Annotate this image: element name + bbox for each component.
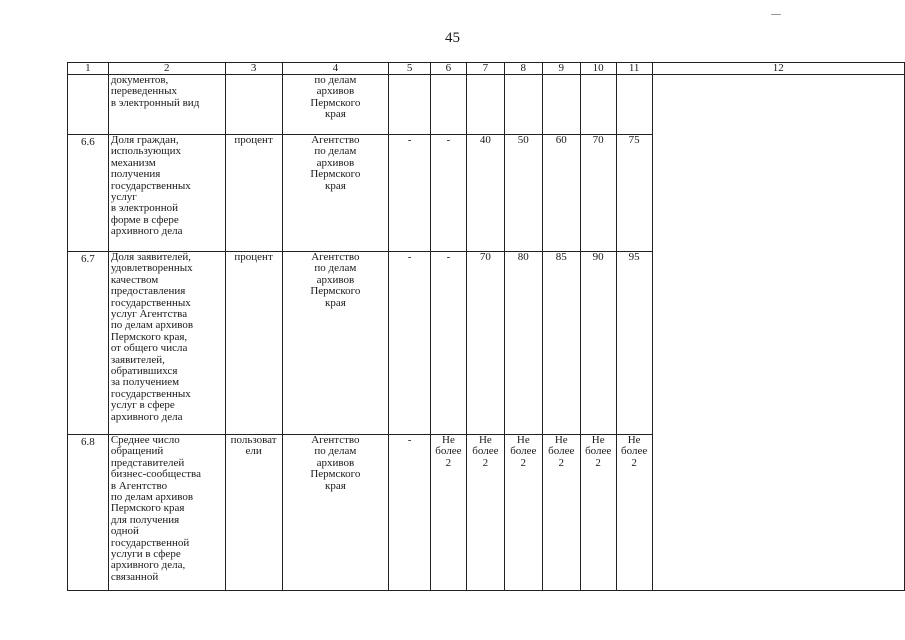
- col-header-7: 7: [466, 63, 504, 75]
- value-col-6: -: [430, 135, 466, 252]
- agency: Агентство по делам архивов Пермского края: [310, 251, 361, 309]
- value-col-7: Не более 2: [472, 434, 499, 469]
- table-row: [68, 252, 905, 435]
- agency: Агентство по делам архивов Пермского края: [310, 434, 361, 492]
- unit: процент: [234, 251, 273, 263]
- value-col-8: [504, 75, 542, 135]
- table-row: [68, 135, 905, 252]
- value-col-6: Не более 2: [435, 434, 462, 469]
- value-col-11: 75: [616, 135, 652, 252]
- agency: Агентство по делам архивов Пермского края: [310, 134, 361, 192]
- table-row: [68, 75, 905, 135]
- col-header-11: 11: [616, 63, 652, 75]
- row-number: 6.7: [68, 252, 109, 435]
- notes-cell: [652, 75, 904, 135]
- col-header-10: 10: [580, 63, 616, 75]
- indicators-table: [67, 62, 905, 591]
- value-col-10: [580, 75, 616, 135]
- indicator-name: Доля граждан, использующих механизм получения государственных услуг в электронной форме в сфере архивного дела: [110, 134, 191, 238]
- value-col-5: -: [389, 135, 431, 252]
- value-col-11: [616, 75, 652, 135]
- value-col-9: 85: [542, 252, 580, 435]
- value-col-5: -: [389, 252, 431, 435]
- col-header-5: 5: [389, 63, 431, 75]
- value-col-9: [542, 75, 580, 135]
- notes-cell: [652, 135, 904, 252]
- col-header-2: 2: [108, 63, 225, 75]
- value-col-7: [466, 75, 504, 135]
- unit: процент: [234, 134, 273, 146]
- value-col-6: [430, 75, 466, 135]
- col-header-6: 6: [430, 63, 466, 75]
- value-col-7: 70: [466, 252, 504, 435]
- value-col-8: Не более 2: [510, 434, 537, 469]
- col-header-9: 9: [542, 63, 580, 75]
- value-col-7: 40: [466, 135, 504, 252]
- page-number: 45: [445, 30, 460, 46]
- scan-corner-mark: [771, 14, 781, 21]
- value-col-6: -: [430, 252, 466, 435]
- row-number: 6.8: [68, 435, 109, 591]
- value-col-9: Не более 2: [548, 434, 575, 469]
- value-col-8: 80: [504, 252, 542, 435]
- row-number: 6.6: [68, 135, 109, 252]
- col-header-4: 4: [282, 63, 389, 75]
- value-col-8: 50: [504, 135, 542, 252]
- table-row: [68, 435, 905, 591]
- col-header-3: 3: [225, 63, 282, 75]
- row-number: [68, 75, 109, 135]
- col-header-1: 1: [68, 63, 109, 75]
- value-col-5: [389, 75, 431, 135]
- indicator-name: документов, переведенных в электронный вид: [110, 74, 200, 109]
- col-header-8: 8: [504, 63, 542, 75]
- value-col-11: Не более 2: [621, 434, 648, 469]
- value-col-10: 70: [580, 135, 616, 252]
- value-col-5: -: [407, 434, 412, 446]
- notes-cell: [652, 252, 904, 435]
- header-row: [68, 63, 905, 75]
- indicator-name: Доля заявителей, удовлетворенных качеством предоставления государственных услуг Агентства по делам архивов Пермского края, от общего числа заявителей, обратившихся за получением государственных услуг в сфере архивного дела: [110, 251, 194, 423]
- col-header-12: 12: [652, 63, 904, 75]
- value-col-11: 95: [616, 252, 652, 435]
- value-col-10: 90: [580, 252, 616, 435]
- notes-cell: [652, 435, 904, 591]
- indicator-name: Среднее число обращений представителей бизнес-сообщества в Агентство по делам архивов Пермского края для получения одной государственной услуги в сфере архивного дела, связанной: [110, 434, 201, 583]
- agency: по делам архивов Пермского края: [310, 74, 361, 121]
- unit: пользоват ели: [230, 434, 277, 458]
- value-col-10: Не более 2: [585, 434, 612, 469]
- value-col-9: 60: [542, 135, 580, 252]
